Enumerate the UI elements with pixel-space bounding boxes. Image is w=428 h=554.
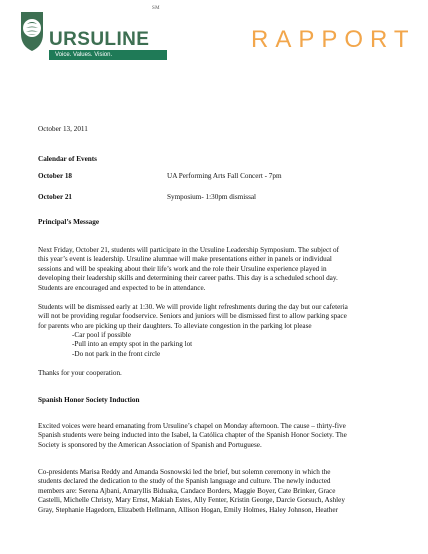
org-name: URSULINE <box>49 29 150 50</box>
list-item: -Do not park in the front circle <box>72 349 161 358</box>
text-line: developing their leadership skills and determining their career paths. This day is a scheduled school day. <box>38 274 338 283</box>
text-line: for parents who are picking up their daughters. To alleviate congestion in the parking lot please <box>38 321 312 330</box>
honor-society-paragraph-2 <box>38 468 388 515</box>
event-date: October 18 <box>38 172 73 180</box>
text-line: Society is sponsored by the American Association of Spanish and Portuguese. <box>38 440 262 449</box>
parking-instructions-list <box>72 331 192 359</box>
thanks-line: Thanks for your cooperation. <box>38 369 122 377</box>
text-line: sessions and will be speaking about their life’s work and the role their Ursuline experience played in <box>38 264 327 273</box>
text-line: will not be providing regular foodservice. Seniors and juniors will be dismissed first to allow parking space <box>38 312 347 321</box>
text-line: Excited voices were heard emanating from Ursuline’s chapel on Monday afternoon. The cause – thirty-five <box>38 422 346 430</box>
issue-date: October 13, 2011 <box>38 125 88 133</box>
list-item: -Pull into an empty spot in the parking lot <box>72 340 193 349</box>
list-item: -Car pool if possible <box>72 331 131 339</box>
ursuline-crest-icon <box>19 10 45 52</box>
text-line: Castelli, Michelle Christy, Mary Ernst, Makiah Estes, Ally Fenter, Kristin George, Darcie Gorsuch, Ashley <box>38 496 345 505</box>
text-line: Students are encouraged and expected to be in attendance. <box>38 283 206 292</box>
text-line: Co-presidents Marisa Reddy and Amanda Sosnowski led the brief, but solemn ceremony in which the <box>38 468 331 476</box>
text-line: Spanish students were being inducted into the Isabel, la Católica chapter of the Spanish Honor Society. The <box>38 431 347 440</box>
principal-paragraph-2 <box>38 303 388 331</box>
text-line: members are: Serena Ajbani, Amaryllis Biduaka, Candace Borders, Maggie Boyer, Cate Brinker, Grace <box>38 486 336 495</box>
text-line: Gray, Stephanie Hagedorn, Elizabeth Hellmann, Allison Hogan, Emily Holmes, Haley Johnson, Heather <box>38 505 338 514</box>
text-line: Students will be dismissed early at 1:30. We will provide light refreshments during the day but our cafeteria <box>38 303 348 311</box>
text-line: Next Friday, October 21, students will participate in the Ursuline Leadership Symposium. The subject of <box>38 246 340 254</box>
principal-message-heading: Principal’s Message <box>38 218 100 226</box>
event-description: Symposium- 1:30pm dismissal <box>167 193 257 201</box>
service-mark: SM <box>152 6 160 11</box>
calendar-heading: Calendar of Events <box>38 155 97 163</box>
calendar-event <box>38 193 388 203</box>
ursuline-logo <box>19 10 169 68</box>
org-tagline: Voice. Values. Vision. <box>49 50 167 60</box>
calendar-event <box>38 172 388 182</box>
newsletter-masthead: RAPPORT <box>251 26 416 53</box>
event-description: UA Performing Arts Fall Concert - 7pm <box>167 172 282 180</box>
event-date: October 21 <box>38 193 73 201</box>
honor-society-heading: Spanish Honor Society Induction <box>38 396 140 404</box>
text-line: this year’s event is leadership. Ursuline alumnae will make presentations either in panels or individual <box>38 255 332 264</box>
honor-society-paragraph-1 <box>38 422 388 450</box>
text-line: students declared the dedication to the study of the Spanish language and culture. The newly inducted <box>38 477 331 486</box>
principal-paragraph-1 <box>38 246 388 293</box>
